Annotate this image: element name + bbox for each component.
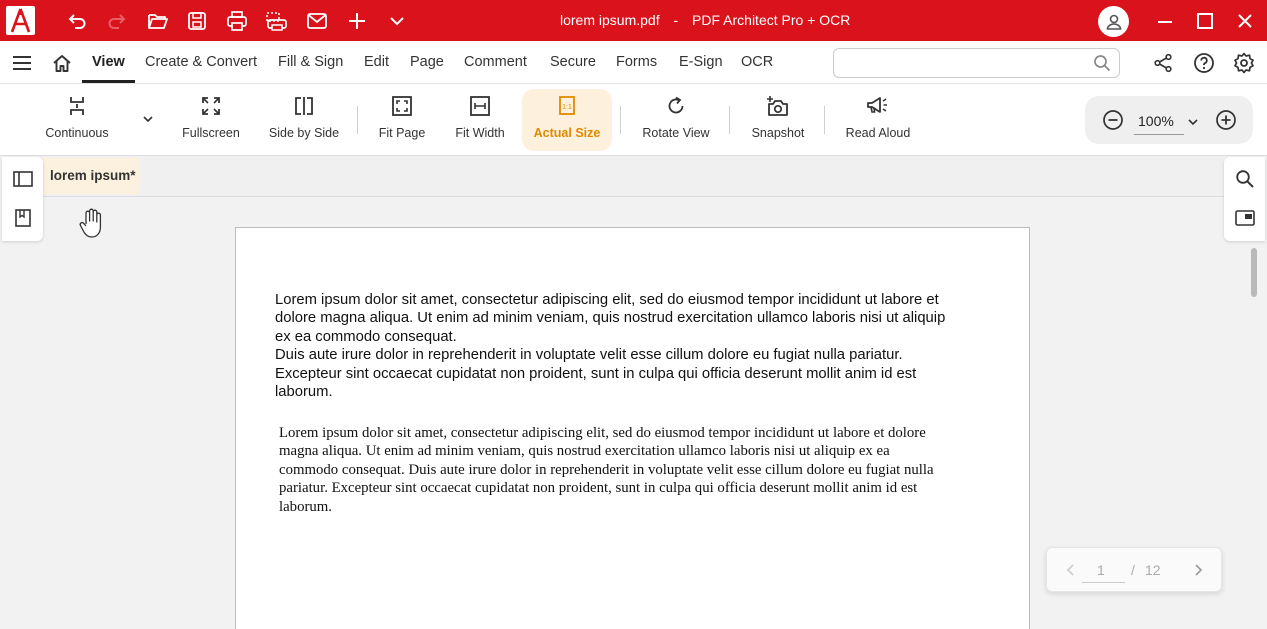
- app-name: PDF Architect Pro + OCR: [692, 12, 851, 28]
- menu-fill-sign[interactable]: Fill & Sign: [278, 54, 344, 70]
- toolbar-divider: [824, 106, 825, 134]
- hamburger-menu-icon[interactable]: [11, 52, 33, 74]
- previous-page-icon[interactable]: [1065, 562, 1077, 583]
- zoom-underline: [1134, 134, 1184, 135]
- document-page: [235, 227, 1030, 629]
- chevron-down-icon[interactable]: [385, 9, 409, 33]
- menu-active-indicator: [82, 80, 135, 83]
- menu-view[interactable]: View: [92, 54, 125, 70]
- vertical-scrollbar[interactable]: [1251, 248, 1257, 297]
- side-by-side-button[interactable]: [264, 84, 344, 156]
- fullscreen-button[interactable]: [176, 84, 246, 156]
- zoom-control: [1085, 96, 1253, 144]
- title-bar: [0, 0, 1267, 41]
- panel-search-icon[interactable]: [1234, 168, 1256, 190]
- sans-paragraph: [275, 291, 1005, 401]
- search-input[interactable]: [833, 48, 1120, 78]
- menu-comment[interactable]: Comment: [464, 54, 527, 70]
- camera-icon: [765, 94, 791, 118]
- svg-text:1:1: 1:1: [562, 104, 572, 111]
- menu-e-sign[interactable]: E-Sign: [679, 54, 723, 70]
- continuous-label: Continuous: [45, 126, 109, 140]
- total-pages: 12: [1145, 562, 1161, 578]
- bookmark-icon[interactable]: [12, 207, 34, 229]
- hand-tool-cursor-icon: [78, 207, 106, 244]
- text-line: laborum.: [275, 384, 333, 401]
- text-line: magna aliqua. Ut enim ad minim veniam, quis nostrud exercitation ullamco laboris nisi ut aliquip ex ea: [279, 443, 890, 460]
- text-line: Excepteur sint occaecat cupidatat non proident, sunt in culpa qui officia deserunt mollit anim id est: [275, 365, 917, 382]
- text-line: pariatur. Excepteur sint occaecat cupidatat non proident, sunt in culpa qui officia deserunt mollit anim id est: [279, 480, 918, 497]
- fullscreen-icon: [200, 94, 222, 118]
- save-icon[interactable]: [185, 9, 209, 33]
- document-tab[interactable]: lorem ipsum*: [44, 158, 140, 194]
- menu-secure[interactable]: Secure: [550, 54, 596, 70]
- print-icon[interactable]: [225, 9, 249, 33]
- zoom-dropdown-icon[interactable]: [1187, 115, 1199, 133]
- read-aloud-button[interactable]: [840, 84, 916, 156]
- fit-page-label: Fit Page: [378, 126, 426, 140]
- close-icon[interactable]: [1233, 9, 1257, 33]
- page-navigator: [1046, 547, 1222, 592]
- fit-width-button[interactable]: [447, 84, 513, 156]
- continuous-dropdown-icon[interactable]: [142, 112, 154, 130]
- document-tab-bar: [42, 157, 1224, 197]
- text-line: Lorem ipsum dolor sit amet, consectetur adipiscing elit, sed do eiusmod tempor incididunt ut labore et: [275, 292, 939, 308]
- snapshot-button[interactable]: [744, 84, 812, 156]
- continuous-button[interactable]: [40, 84, 114, 156]
- text-line: ex ea commodo consequat.: [275, 328, 457, 345]
- menu-edit[interactable]: Edit: [364, 54, 389, 70]
- rotate-view-button[interactable]: [636, 84, 716, 156]
- window-title: [560, 12, 960, 28]
- help-icon[interactable]: [1193, 52, 1215, 74]
- left-side-panel: [2, 157, 43, 241]
- title-separator: -: [673, 12, 679, 28]
- text-line: laborum.: [279, 498, 333, 515]
- panel-view-icon[interactable]: [1234, 207, 1256, 229]
- zoom-out-icon[interactable]: [1102, 109, 1124, 136]
- rotate-icon: [665, 94, 687, 118]
- home-icon[interactable]: [51, 52, 73, 74]
- right-side-panel: [1224, 157, 1265, 241]
- page-separator: /: [1131, 562, 1135, 578]
- side-by-side-icon: [293, 94, 315, 118]
- actual-size-label: Actual Size: [533, 126, 601, 140]
- settings-icon[interactable]: [1233, 52, 1255, 74]
- text-line: Duis aute irure dolor in reprehenderit in voluptate velit esse cillum dolore eu fugiat nulla pariatur.: [275, 347, 903, 364]
- open-folder-icon[interactable]: [146, 9, 170, 33]
- file-name: lorem ipsum.pdf: [560, 12, 660, 28]
- serif-paragraph: [279, 424, 994, 516]
- page-input-underline: [1082, 582, 1125, 583]
- actual-size-icon: [557, 94, 577, 118]
- text-line: commodo consequat. Duis aute irure dolor in reprehenderit in voluptate velit esse cillum dolore eu fugiat nulla: [279, 461, 934, 478]
- next-page-icon[interactable]: [1192, 562, 1204, 583]
- menu-forms[interactable]: Forms: [616, 54, 658, 70]
- toolbar-divider: [729, 106, 730, 134]
- menu-page[interactable]: Page: [410, 54, 444, 70]
- menu-create-convert[interactable]: Create & Convert: [145, 54, 258, 70]
- toolbar-divider: [620, 106, 621, 134]
- side-by-side-label: Side by Side: [268, 126, 340, 140]
- fullscreen-label: Fullscreen: [182, 126, 240, 140]
- maximize-icon[interactable]: [1193, 9, 1217, 33]
- zoom-level[interactable]: 100%: [1138, 113, 1174, 129]
- text-line: Lorem ipsum dolor sit amet, consectetur adipiscing elit, sed do eiusmod tempor incididunt ut labore et dolore: [279, 425, 926, 441]
- fit-page-button[interactable]: [370, 84, 434, 156]
- fit-width-label: Fit Width: [455, 126, 505, 140]
- minimize-icon[interactable]: [1153, 9, 1177, 33]
- redo-icon[interactable]: [105, 9, 129, 33]
- rotate-view-label: Rotate View: [642, 126, 710, 140]
- text-line: dolore magna aliqua. Ut enim ad minim veniam, quis nostrud exercitation ullamco laboris nisi ut aliquip: [275, 310, 946, 327]
- fit-width-icon: [469, 94, 491, 118]
- actual-size-button[interactable]: [522, 84, 612, 156]
- user-avatar-icon[interactable]: [1098, 6, 1129, 37]
- menu-bar: [0, 41, 1267, 84]
- current-page-input[interactable]: 1: [1097, 562, 1105, 578]
- menu-ocr[interactable]: OCR: [741, 54, 774, 70]
- toolbar-divider: [357, 106, 358, 134]
- megaphone-icon: [865, 94, 891, 118]
- sidebar-toggle-icon[interactable]: [12, 168, 34, 190]
- snapshot-label: Snapshot: [751, 126, 805, 140]
- email-icon[interactable]: [305, 9, 329, 33]
- plus-icon[interactable]: [345, 9, 369, 33]
- read-aloud-label: Read Aloud: [845, 126, 911, 140]
- scan-icon[interactable]: [264, 9, 288, 33]
- share-icon[interactable]: [1152, 52, 1174, 74]
- view-toolbar: [0, 84, 1267, 156]
- app-logo-icon[interactable]: [6, 6, 35, 35]
- undo-icon[interactable]: [65, 9, 89, 33]
- continuous-icon: [66, 94, 88, 118]
- search-icon[interactable]: [1093, 54, 1111, 77]
- zoom-in-icon[interactable]: [1215, 109, 1237, 136]
- fit-page-icon: [391, 94, 413, 118]
